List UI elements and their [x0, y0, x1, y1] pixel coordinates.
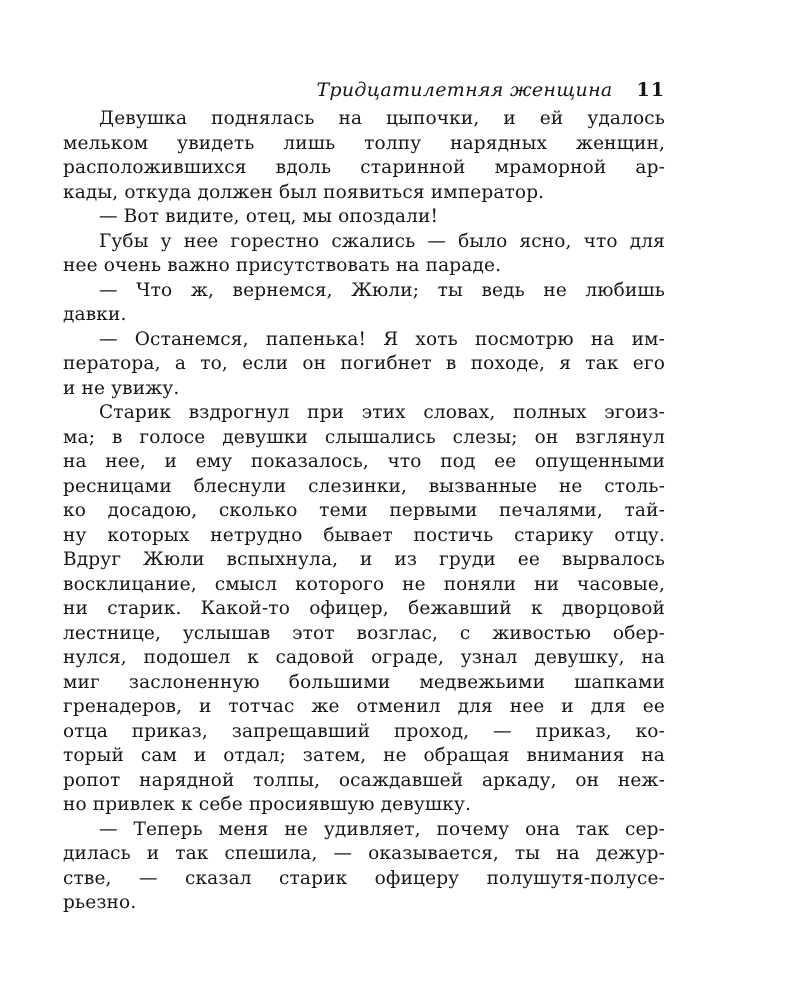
- text-line: — Теперь меня не удивляет, почему она так сер-: [99, 818, 665, 840]
- text-line: стве, — сказал старик офицеру полушутя-полусе-: [63, 867, 665, 889]
- page-number: 11: [636, 79, 665, 101]
- text-line: кады, откуда должен был появиться император.: [63, 181, 545, 203]
- text-line: ропот нарядной толпы, осаждавшей аркаду, он неж-: [63, 769, 665, 791]
- text-line: гренадеров, и тотчас же отменил для нее и для ее: [63, 696, 665, 717]
- text-line: нулся, подошел к садовой ограде, узнал девушку, на: [63, 647, 665, 668]
- running-title: Тридцатилетняя женщина: [316, 79, 613, 101]
- paragraph: [63, 401, 665, 818]
- text-line: рьезно.: [63, 892, 137, 913]
- text-line: расположившихся вдоль старинной мраморной ар-: [63, 157, 665, 178]
- text-line: Вдруг Жюли вспыхнула, и из груди ее вырвалось: [63, 549, 665, 570]
- text-line: лестнице, услышав этот возглас, с живостью обер-: [63, 622, 665, 644]
- paragraph: [63, 230, 665, 279]
- text-line: ни старик. Какой-то офицер, бежавший к дворцовой: [63, 598, 665, 619]
- text-line: отца приказ, запрещавший проход, — приказ, ко-: [63, 720, 665, 742]
- text-line: дилась и так спешила, — оказывается, ты на дежур-: [63, 843, 665, 864]
- text-line: ператора, а то, если он погибнет в походе, я так его: [63, 353, 665, 374]
- text-line: торый сам и отдал; затем, не обращая внимания на: [63, 745, 665, 766]
- text-line: ма; в голосе девушки слышались слезы; он взглянул: [63, 426, 665, 448]
- page-header: [63, 79, 665, 101]
- text-line: — Что ж, вернемся, Жюли; ты ведь не любишь: [99, 279, 665, 301]
- paragraph: [63, 205, 665, 230]
- text-line: ко досадою, сколько теми первыми печалями, тай-: [63, 500, 665, 521]
- text-line: восклицание, смысл которого не поняли ни часовые,: [63, 573, 665, 595]
- text-line: ну которых нетрудно бывает постичь старику отцу.: [63, 524, 665, 546]
- text-line: Девушка поднялась на цыпочки, и ей удалось: [99, 108, 665, 129]
- text-line: давки.: [63, 304, 127, 325]
- text-line: нее очень важно присутствовать на параде.: [63, 255, 502, 276]
- text-body: [63, 107, 665, 916]
- paragraph: [63, 818, 665, 916]
- text-line: и не увижу.: [63, 377, 180, 399]
- text-line: миг заслоненную большими медвежьими шапками: [63, 671, 665, 693]
- paragraph: [63, 279, 665, 328]
- paragraph: [63, 107, 665, 205]
- paragraph: [63, 328, 665, 402]
- text-line: ресницами блеснули слезинки, вызванные не столь-: [63, 475, 665, 497]
- text-line: Губы у нее горестно сжались — было ясно, что для: [99, 230, 665, 252]
- text-line: мельком увидеть лишь толпу нарядных женщин,: [63, 132, 665, 154]
- text-line: — Останемся, папенька! Я хоть посмотрю на им-: [99, 328, 665, 350]
- text-line: но привлек к себе просиявшую девушку.: [63, 794, 472, 815]
- text-line: на нее, и ему показалось, что под ее опущенными: [63, 451, 665, 472]
- text-line: Старик вздрогнул при этих словах, полных эгоиз-: [99, 402, 665, 423]
- text-line: — Вот видите, отец, мы опоздали!: [99, 206, 439, 227]
